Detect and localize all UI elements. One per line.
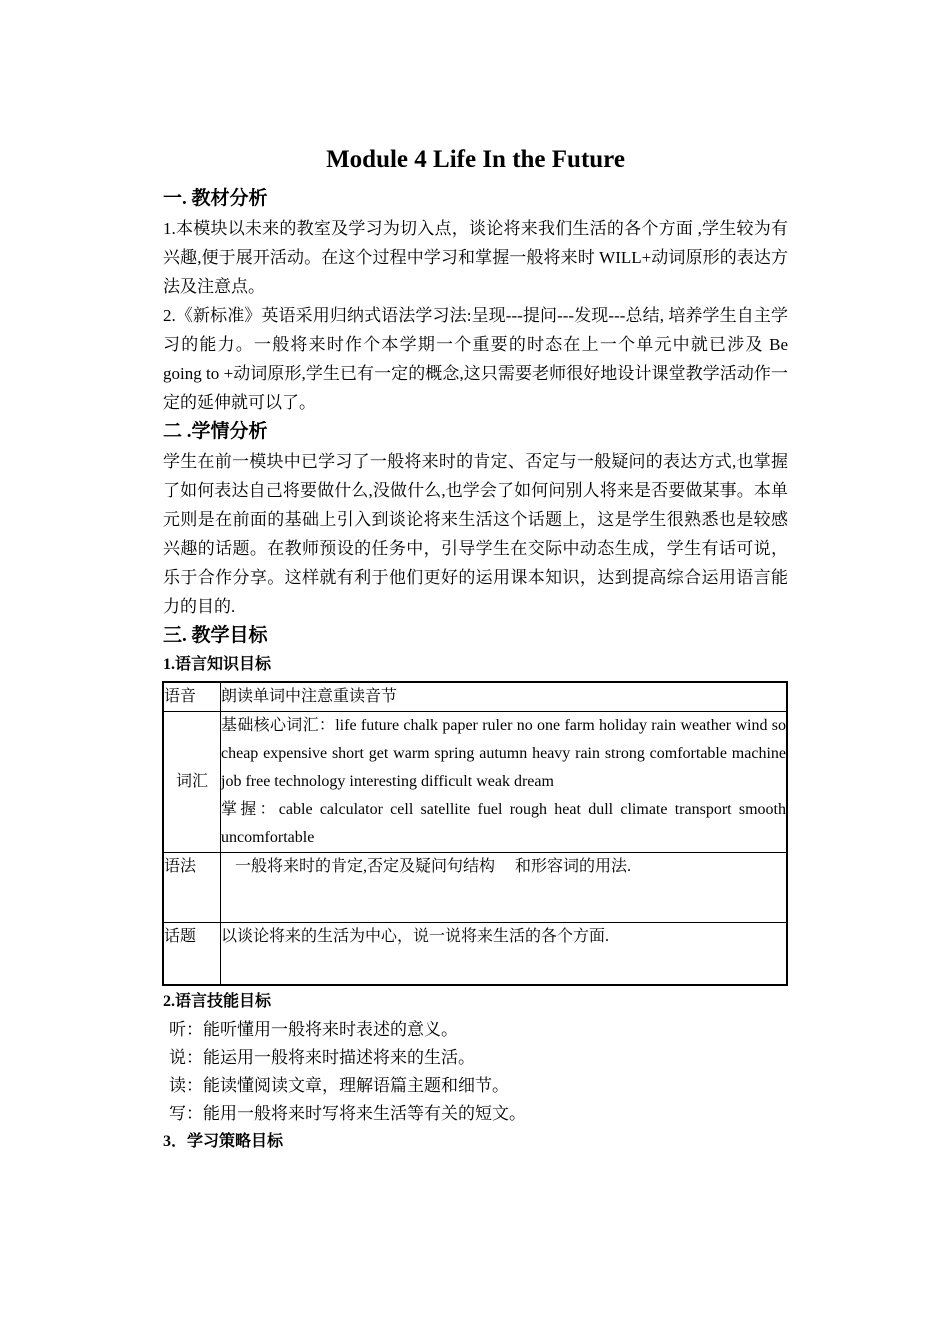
document-page (163, 140, 788, 1156)
language-knowledge-table (162, 681, 788, 986)
skill-speaking: 说：能运用一般将来时描述将来的生活。 (169, 1047, 475, 1067)
section-heading-student-analysis: 二 .学情分析 (163, 421, 268, 442)
subheading-language-knowledge: 1.语言知识目标 (163, 656, 272, 673)
skill-writing: 写：能用一般将来时写将来生活等有关的短文。 (169, 1103, 526, 1123)
table-cell-pronunciation-value: 朗读单词中注意重读音节 (221, 682, 788, 712)
paragraph-student-analysis: 学生在前一模块中已学习了一般将来时的肯定、否定与一般疑问的表达方式,也掌握了如何表达自己将要做什么,没做什么,也学会了如何问别人将来是否要做某事。本单元则是在前面的基础上引入到谈论将来生活这个话题上，这是学生很熟悉也是较感兴趣的话题。在教师预设的任务中，引导学生在交际中动态生成，学生有话可说，乐于合作分享。这样就有利于他们更好的运用课本知识，达到提高综合运用语言能力的目的. (163, 452, 788, 616)
table-cell-pronunciation-label: 语音 (163, 682, 221, 712)
section-heading-textbook-analysis: 一. 教材分析 (163, 188, 268, 209)
table-cell-vocabulary-label: 词汇 (163, 712, 221, 853)
skill-reading: 读：能读懂阅读文章，理解语篇主题和细节。 (169, 1075, 509, 1095)
table-cell-topic-label: 话题 (163, 923, 221, 985)
table-row-pronunciation (163, 682, 787, 712)
section-heading-teaching-goals: 三. 教学目标 (163, 625, 268, 646)
table-cell-grammar-label: 语法 (163, 853, 221, 923)
table-cell-grammar-value: 一般将来时的肯定,否定及疑问句结构 和形容词的用法. (221, 853, 788, 923)
paragraph-textbook-1: 1.本模块以未来的教室及学习为切入点，谈论将来我们生活的各个方面 ,学生较为有兴趣,便于展开活动。在这个过程中学习和掌握一般将来时 WILL+动词原形的表达方法及注意点。 (163, 219, 788, 296)
table-row-grammar (163, 853, 787, 923)
document-title: Module 4 Life In the Future (326, 146, 625, 173)
subheading-learning-strategy: 3．学习策略目标 (163, 1132, 284, 1150)
subheading-language-skills: 2.语言技能目标 (163, 992, 272, 1010)
vocabulary-master-words: 掌握：cable calculator cell satellite fuel rough heat dull climate transport smooth uncomfortable (221, 801, 786, 846)
table-row-vocabulary (163, 712, 787, 853)
table-cell-vocabulary-value (221, 712, 788, 853)
paragraph-textbook-2: 2.《新标准》英语采用归纳式语法学习法:呈现---提问---发现---总结, 培养学生自主学习的能力。一般将来时作个本学期一个重要的时态在上一个单元中就已涉及 Be going to +动词原形,学生已有一定的概念,这只需要老师很好地设计课堂教学活动作一定的延伸就可以了。 (163, 306, 789, 412)
vocabulary-core-words: 基础核心词汇：life future chalk paper ruler no one farm holiday rain weather wind so cheap expensive short get warm spring autumn heavy rain strong comfortable machine job free technology interesting difficult weak dream (221, 717, 786, 790)
table-row-topic (163, 923, 787, 985)
skill-listening: 听：能听懂用一般将来时表述的意义。 (169, 1019, 458, 1039)
table-cell-topic-value: 以谈论将来的生活为中心，说一说将来生活的各个方面. (221, 923, 788, 985)
